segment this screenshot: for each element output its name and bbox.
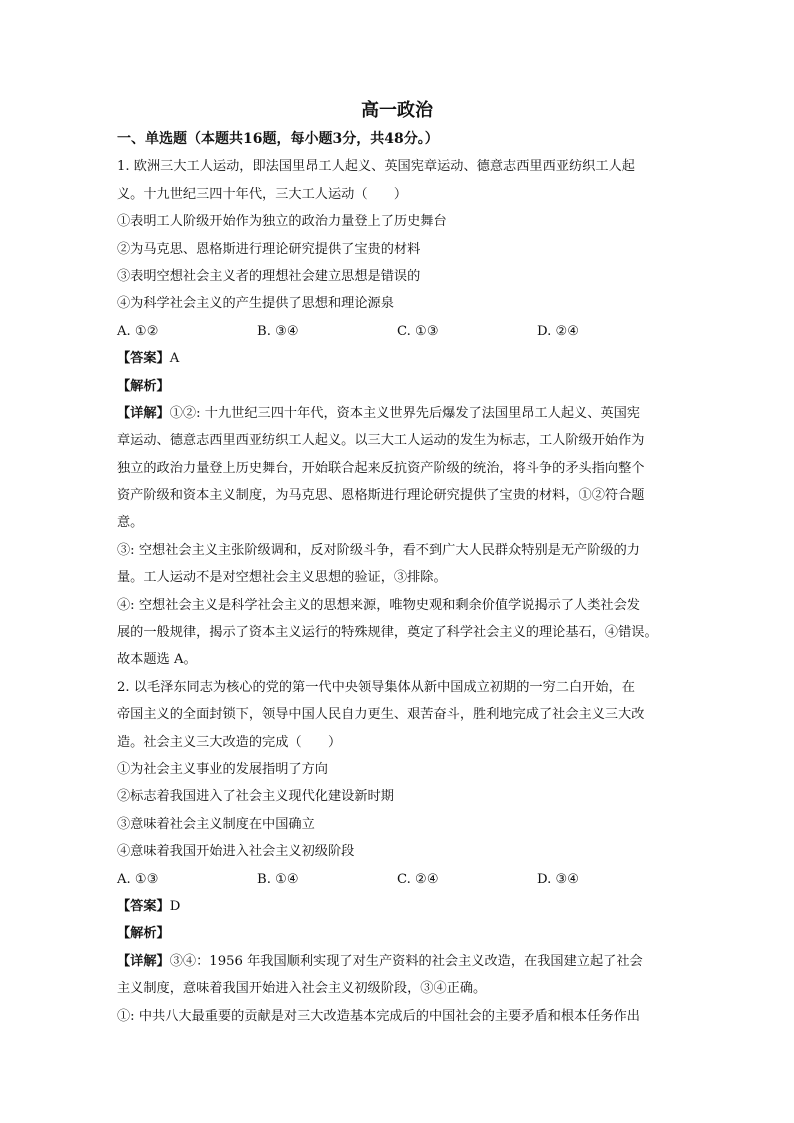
answer-value: A [169,351,180,367]
option-c: C. ①③ [397,323,439,339]
statement-item: ①表明工人阶级开始作为独立的政治力量登上了历史舞台 [117,214,447,230]
statement-item: ②为马克思、恩格斯进行理论研究提供了宝贵的材料 [117,241,421,257]
document-page [117,96,677,1030]
statement-item: ②标志着我国进入了社会主义现代化建设新时期 [117,789,394,805]
analysis-text: ③④：1956 年我国顺利实现了对生产资料的社会主义改造，在我国建立起了社会 [169,953,643,969]
statement-item: ④意味着我国开始进入社会主义初级阶段 [117,844,355,860]
analysis-line: 资产阶级和资本主义制度，为马克思、恩格斯进行理论研究提供了宝贵的材料，①②符合题 [117,488,645,504]
question-stem-line: 2. 以毛泽东同志为核心的党的第一代中央领导集体从新中国成立初期的一穷二白开始，在 [117,679,635,695]
statement-item: ③意味着社会主义制度在中国确立 [117,816,315,832]
statement-item: ①为社会主义事业的发展指明了方向 [117,761,328,777]
analysis-label: 【解析】 [117,378,170,394]
analysis-line [117,948,677,975]
question-stem-line: 帝国主义的全面封锁下，领导中国人民自力更生、艰苦奋斗，胜利地完成了社会主义三大改 [117,707,645,723]
option-c: C. ②④ [397,871,439,887]
analysis-line: 独立的政治力量登上历史舞台，开始联合起来反抗资产阶级的统治，将斗争的矛头指向整个 [117,460,645,476]
statement-item: ③表明空想社会主义者的理想社会建立思想是错误的 [117,268,421,284]
option-b: B. ③④ [257,323,299,339]
option-a: A. ①③ [117,871,159,887]
answer-line [117,893,677,920]
answer-label: 【答案】 [117,351,170,367]
option-d: D. ③④ [537,871,580,887]
analysis-line: 章运动、德意志西里西亚纺织工人起义。以三大工人运动的发生为标志，工人阶级开始作为 [117,433,645,449]
analysis-line: 主义制度，意味着我国开始进入社会主义初级阶段，③④正确。 [117,981,487,997]
question-stem-line: 1. 欧洲三大工人运动，即法国里昂工人起义、英国宪章运动、德意志西里西亚纺织工人起 [117,159,635,175]
section-heading: 一、单选题（本题共16题，每小题3分，共48分。） [117,131,439,147]
detail-label: 【详解】 [117,953,170,969]
analysis-line: ①: 中共八大最重要的贡献是对三大改造基本完成后的中国社会的主要矛盾和根本任务作出 [117,1008,640,1024]
option-a: A. ①② [117,323,159,339]
analysis-line: 展的一般规律，揭示了资本主义运行的特殊规律，奠定了科学社会主义的理论基石，④错误。 [117,625,658,641]
page-title: 高一政治 [361,100,433,121]
analysis-line: 量。工人运动不是对空想社会主义思想的验证，③排除。 [117,570,447,586]
answer-options [117,866,677,893]
detail-label: 【详解】 [117,405,170,421]
answer-options [117,318,677,345]
option-b: B. ①④ [257,871,299,887]
question-2 [117,674,677,1030]
analysis-line: ③: 空想社会主义主张阶级调和，反对阶级斗争，看不到广大人民群众特别是无产阶级的力 [117,542,640,558]
analysis-label: 【解析】 [117,926,170,942]
question-stem-line: 义。十九世纪三四十年代，三大工人运动（ ） [117,186,408,202]
question-stem-line: 造。社会主义三大改造的完成（ ） [117,734,342,750]
answer-label: 【答案】 [117,898,170,914]
answer-line [117,345,677,372]
analysis-line: 故本题选 A。 [117,652,197,668]
analysis-text: ①②: 十九世纪三四十年代，资本主义世界先后爆发了法国里昂工人起义、英国宪 [169,405,640,421]
statement-item: ④为科学社会主义的产生提供了思想和理论源泉 [117,296,394,312]
option-d: D. ②④ [537,323,580,339]
question-1 [117,153,677,673]
analysis-line: 意。 [117,515,144,531]
analysis-line: ④: 空想社会主义是科学社会主义的思想来源，唯物史观和剩余价值学说揭示了人类社会发 [117,597,640,613]
analysis-line [117,400,677,427]
answer-value: D [169,898,181,914]
